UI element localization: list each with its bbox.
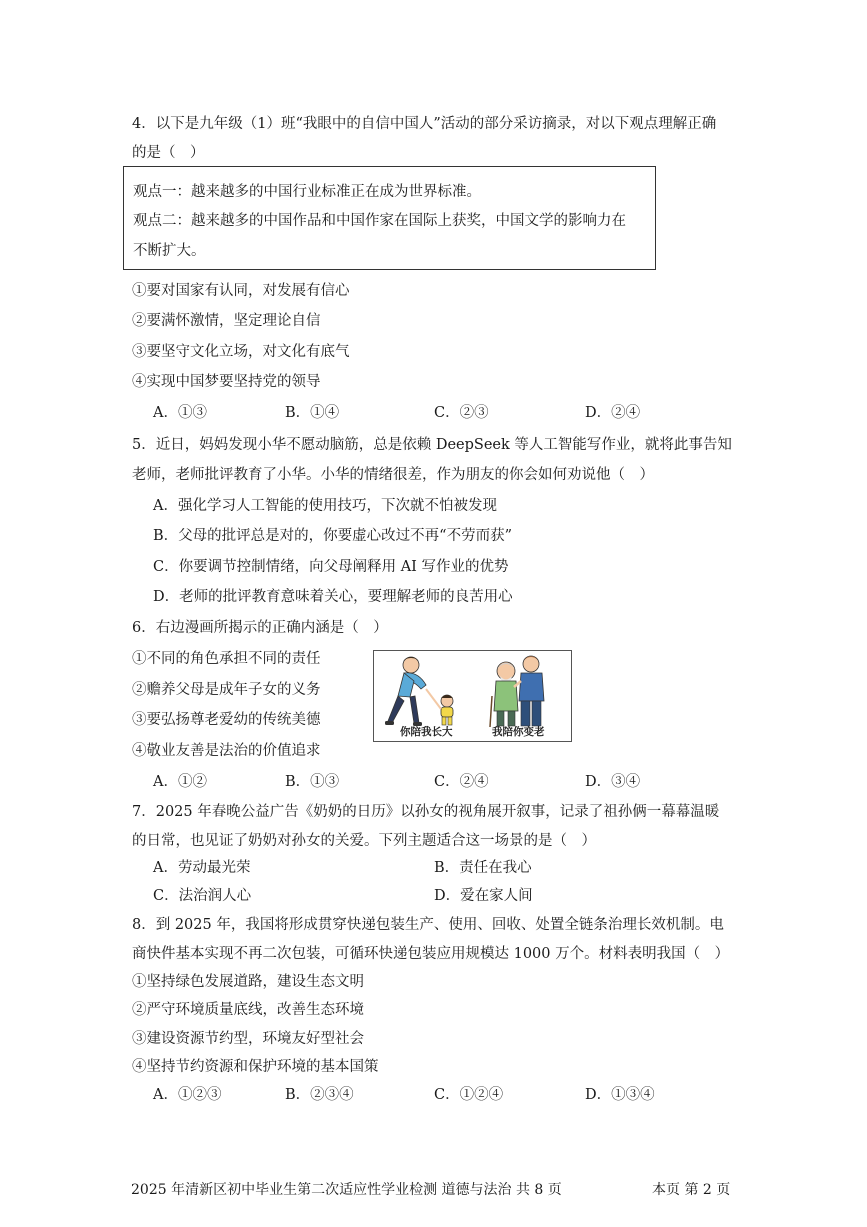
q8-item: ②严守环境质量底线，改善生态环境	[132, 1002, 364, 1018]
q4-stem-line1: 4．以下是九年级（1）班“我眼中的自信中国人”活动的部分采访摘录，对以下观点理解正确	[132, 116, 717, 132]
q7-stem-line2: 的日常，也见证了奶奶对孙女的关爱。下列主题适合这一场景的是（ ）	[132, 833, 596, 849]
q6-item: ④敬业友善是法治的价值追求	[132, 743, 321, 759]
q5-option-d: D．老师的批评教育意味着关心，要理解老师的良苦用心	[153, 589, 513, 605]
q4-option-a: A．①③	[153, 405, 207, 421]
q8-option-a: A．①②③	[153, 1087, 222, 1103]
q6-item: ①不同的角色承担不同的责任	[132, 651, 321, 667]
q5-option-a: A．强化学习人工智能的使用技巧，下次就不怕被发现	[153, 498, 497, 514]
page-number: 本页 第 2 页	[652, 1182, 731, 1198]
q4-box-line: 观点一：越来越多的中国行业标准正在成为世界标准。	[133, 184, 481, 200]
q4-item: ①要对国家有认同，对发展有信心	[132, 283, 350, 299]
q8-item: ③建设资源节约型，环境友好型社会	[132, 1031, 364, 1047]
son-figure	[514, 656, 544, 726]
cartoon-caption-right: 我陪你变老	[492, 726, 545, 738]
elderly-figure	[490, 662, 518, 727]
q6-item: ③要弘扬尊老爱幼的传统美德	[132, 712, 321, 728]
q4-item: ④实现中国梦要坚持党的领导	[132, 374, 321, 390]
q6-option-d: D．③④	[585, 774, 641, 790]
q8-option-c: C．①②④	[434, 1087, 504, 1103]
q8-option-b: B．②③④	[285, 1087, 354, 1103]
q4-option-d: D．②④	[585, 405, 641, 421]
q7-option-b: B．责任在我心	[434, 860, 532, 876]
q5-stem-line1: 5．近日，妈妈发现小华不愿动脑筋，总是依赖 DeepSeek 等人工智能写作业，就将此事告知	[132, 437, 732, 453]
q8-option-d: D．①③④	[585, 1087, 655, 1103]
q6-option-c: C．②④	[434, 774, 489, 790]
q4-option-b: B．①④	[285, 405, 340, 421]
cartoon-caption-left: 你陪我长大	[400, 726, 453, 738]
q4-box-line: 观点二：越来越多的中国作品和中国作家在国际上获奖，中国文学的影响力在	[133, 213, 626, 229]
q4-stem-line2: 的是（ ）	[132, 145, 205, 161]
q6-cartoon	[373, 650, 572, 742]
q5-option-c: C．你要调节控制情绪，向父母阐释用 AI 写作业的优势	[153, 559, 509, 575]
q8-stem-line1: 8．到 2025 年，我国将形成贯穿快递包装生产、使用、回收、处置全链条治理长效机制。电	[132, 917, 724, 933]
q4-item: ③要坚守文化立场，对文化有底气	[132, 344, 350, 360]
father-figure	[385, 657, 426, 726]
q7-option-c: C．法治润人心	[153, 888, 252, 904]
q6-stem: 6．右边漫画所揭示的正确内涵是（ ）	[132, 620, 388, 636]
q5-option-b: B．父母的批评总是对的，你要虚心改过不再“不劳而获”	[153, 528, 512, 544]
page-footer-left: 2025 年清新区初中毕业生第二次适应性学业检测 道德与法治 共 8 页	[131, 1182, 562, 1198]
q7-option-a: A．劳动最光荣	[153, 860, 251, 876]
q6-option-a: A．①②	[153, 774, 207, 790]
q4-option-c: C．②③	[434, 405, 489, 421]
q7-option-d: D．爱在家人间	[434, 888, 533, 904]
q6-item: ②赡养父母是成年子女的义务	[132, 682, 321, 698]
q4-box-line: 不断扩大。	[133, 243, 206, 259]
q6-option-b: B．①③	[285, 774, 340, 790]
child-figure	[426, 689, 453, 725]
q8-item: ①坚持绿色发展道路，建设生态文明	[132, 974, 364, 990]
q4-item: ②要满怀激情，坚定理论自信	[132, 313, 321, 329]
q8-item: ④坚持节约资源和保护环境的基本国策	[132, 1059, 379, 1075]
q7-stem-line1: 7．2025 年春晚公益广告《奶奶的日历》以孙女的视角展开叙事，记录了祖孙俩一幕幕温暖	[132, 804, 720, 820]
q5-stem-line2: 老师，老师批评教育了小华。小华的情绪很差，作为朋友的你会如何劝说他（ ）	[132, 467, 654, 483]
q8-stem-line2: 商快件基本实现不再二次包装，可循环快递包装应用规模达 1000 万个。材料表明我国（ ）	[132, 946, 730, 962]
